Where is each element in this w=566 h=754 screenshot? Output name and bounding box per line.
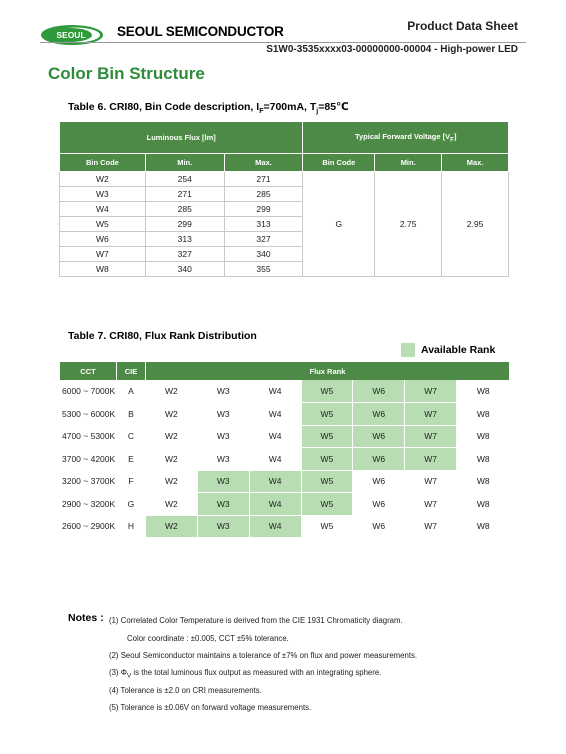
flux-rank-cell: W2	[145, 515, 197, 538]
flux-rank-cell: W7	[405, 470, 457, 493]
voltage-min-cell: 2.75	[375, 172, 442, 277]
note-3: (3) $\Phi_V$ is the total luminous flux output as measured with an integrating sphere.	[109, 668, 382, 680]
flux-max-cell: 271	[224, 172, 303, 187]
flux-rank-cell: W7	[405, 380, 457, 403]
cct-cell: 3200 ~ 3700K	[60, 470, 117, 493]
note-1: (1) Correlated Color Temperature is derived from the CIE 1931 Chromaticity diagram.	[109, 616, 403, 625]
bin-code-cell: W5	[60, 217, 146, 232]
available-rank-swatch	[401, 343, 415, 357]
flux-min-cell: 327	[145, 247, 224, 262]
flux-max-cell: 285	[224, 187, 303, 202]
voltage-bin-cell: G	[303, 172, 375, 277]
cie-cell: A	[116, 380, 145, 403]
flux-rank-cell: W5	[301, 515, 353, 538]
flux-rank-cell: W2	[145, 403, 197, 426]
flux-rank-table	[59, 362, 510, 538]
voltage-max-cell: 2.95	[442, 172, 509, 277]
flux-rank-cell: W8	[457, 470, 510, 493]
header-divider	[40, 42, 526, 43]
flux-rank-cell: W8	[457, 515, 510, 538]
column-header: Max.	[224, 154, 303, 172]
document-type: Product Data Sheet	[407, 19, 518, 33]
flux-rank-cell: W5	[301, 448, 353, 471]
cie-cell: G	[116, 493, 145, 516]
note-2: (2) Seoul Semiconductor maintains a tolerance of ±7% on flux and power measurements.	[109, 651, 418, 660]
bin-code-cell: W4	[60, 202, 146, 217]
logo-text: SEOUL	[56, 30, 86, 40]
column-header: Max.	[442, 154, 509, 172]
note-5: (5) Tolerance is ±0.06V on forward voltage measurements.	[109, 703, 312, 712]
flux-rank-header: Flux Rank	[145, 362, 509, 380]
flux-rank-cell: W3	[197, 425, 249, 448]
flux-rank-cell: W8	[457, 448, 510, 471]
flux-rank-cell: W3	[197, 470, 249, 493]
cct-cell: 4700 ~ 5300K	[60, 425, 117, 448]
cct-cell: 5300 ~ 6000K	[60, 403, 117, 426]
table-row	[60, 448, 510, 471]
flux-min-cell: 254	[145, 172, 224, 187]
flux-max-cell: 355	[224, 262, 303, 277]
flux-max-cell: 313	[224, 217, 303, 232]
note-1-detail: Color coordinate : ±0.005, CCT ±5% tolerance.	[127, 634, 289, 643]
flux-rank-cell: W7	[405, 448, 457, 471]
table-row	[60, 172, 509, 187]
flux-rank-cell: W5	[301, 380, 353, 403]
flux-rank-cell: W4	[249, 448, 301, 471]
cie-cell: F	[116, 470, 145, 493]
cct-cell: 2600 ~ 2900K	[60, 515, 117, 538]
bin-code-table	[59, 121, 509, 277]
flux-rank-cell: W6	[353, 470, 405, 493]
flux-rank-cell: W6	[353, 380, 405, 403]
bin-code-cell: W3	[60, 187, 146, 202]
flux-rank-cell: W3	[197, 493, 249, 516]
flux-rank-cell: W4	[249, 425, 301, 448]
flux-rank-cell: W4	[249, 403, 301, 426]
legend-label: Available Rank	[421, 344, 496, 356]
legend	[401, 343, 495, 357]
table-row	[60, 403, 510, 426]
flux-rank-cell: W4	[249, 470, 301, 493]
flux-rank-cell: W3	[197, 515, 249, 538]
flux-rank-cell: W3	[197, 403, 249, 426]
flux-rank-cell: W6	[353, 425, 405, 448]
forward-voltage-header: Typical Forward Voltage $[V_F]$	[303, 122, 509, 154]
flux-rank-cell: W4	[249, 493, 301, 516]
table-row	[60, 380, 510, 403]
flux-max-cell: 327	[224, 232, 303, 247]
page-title: Color Bin Structure	[48, 64, 205, 83]
flux-rank-cell: W8	[457, 380, 510, 403]
cct-cell: 6000 ~ 7000K	[60, 380, 117, 403]
flux-min-cell: 313	[145, 232, 224, 247]
flux-rank-cell: W7	[405, 403, 457, 426]
notes-heading: Notes :	[68, 612, 104, 624]
flux-rank-cell: W3	[197, 448, 249, 471]
column-header: Min.	[375, 154, 442, 172]
flux-min-cell: 285	[145, 202, 224, 217]
table-row	[60, 425, 510, 448]
flux-rank-body	[60, 380, 510, 538]
flux-rank-cell: W7	[405, 515, 457, 538]
flux-rank-cell: W5	[301, 470, 353, 493]
flux-min-cell: 271	[145, 187, 224, 202]
flux-rank-cell: W6	[353, 515, 405, 538]
table-row	[60, 493, 510, 516]
flux-rank-cell: W8	[457, 403, 510, 426]
bin-code-cell: W2	[60, 172, 146, 187]
flux-rank-cell: W8	[457, 425, 510, 448]
luminous-flux-header: Luminous Flux [lm]	[60, 122, 303, 154]
flux-rank-cell: W7	[405, 425, 457, 448]
note-4: (4) Tolerance is ±2.0 on CRI measurements.	[109, 686, 262, 695]
flux-min-cell: 340	[145, 262, 224, 277]
flux-rank-cell: W2	[145, 493, 197, 516]
flux-rank-cell: W8	[457, 493, 510, 516]
cct-cell: 2900 ~ 3200K	[60, 493, 117, 516]
column-header: Min.	[145, 154, 224, 172]
bin-code-cell: W6	[60, 232, 146, 247]
table-row	[60, 515, 510, 538]
cie-cell: E	[116, 448, 145, 471]
document-id: S1W0-3535xxxx03-00000000-00004 - High-power LED	[266, 44, 518, 55]
flux-rank-cell: W6	[353, 448, 405, 471]
cie-cell: C	[116, 425, 145, 448]
cct-header: CCT	[60, 362, 117, 380]
flux-rank-cell: W6	[353, 403, 405, 426]
table7-caption: Table 7. CRI80, Flux Rank Distribution	[68, 330, 257, 342]
bin-code-cell: W8	[60, 262, 146, 277]
flux-rank-cell: W3	[197, 380, 249, 403]
flux-rank-cell: W2	[145, 380, 197, 403]
cie-header: CIE	[116, 362, 145, 380]
column-header: Bin Code	[303, 154, 375, 172]
flux-rank-cell: W5	[301, 493, 353, 516]
flux-rank-cell: W6	[353, 493, 405, 516]
flux-rank-cell: W2	[145, 448, 197, 471]
cct-cell: 3700 ~ 4200K	[60, 448, 117, 471]
flux-rank-cell: W4	[249, 515, 301, 538]
flux-rank-cell: W7	[405, 493, 457, 516]
flux-rank-cell: W5	[301, 425, 353, 448]
company-name: SEOUL SEMICONDUCTOR	[117, 24, 284, 39]
flux-max-cell: 299	[224, 202, 303, 217]
flux-rank-cell: W2	[145, 470, 197, 493]
flux-min-cell: 299	[145, 217, 224, 232]
bin-code-cell: W7	[60, 247, 146, 262]
flux-rank-cell: W4	[249, 380, 301, 403]
table6-caption: Table 6. CRI80, Bin Code description, $I_F=700mA$, $T_j=85℃$	[68, 101, 349, 116]
table-row	[60, 470, 510, 493]
flux-rank-cell: W2	[145, 425, 197, 448]
column-header: Bin Code	[60, 154, 146, 172]
flux-max-cell: 340	[224, 247, 303, 262]
cie-cell: H	[116, 515, 145, 538]
cie-cell: B	[116, 403, 145, 426]
flux-rank-cell: W5	[301, 403, 353, 426]
